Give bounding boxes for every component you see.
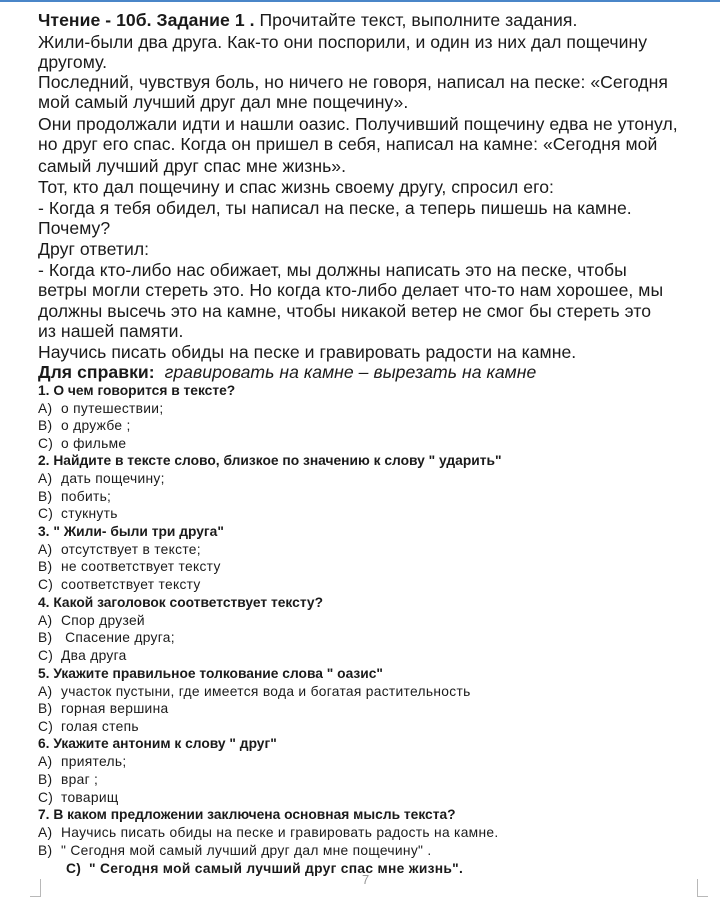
- text-line: Научись писать обиды на песке и гравировать радости на камне.: [38, 342, 577, 362]
- question-6-option-c: С) товарищ: [38, 790, 119, 805]
- text-line: Они продолжали идти и нашли оазис. Получивший пощечину едва не утонул,: [38, 114, 678, 134]
- question-3-option-b: В) не соответствует тексту: [38, 559, 221, 574]
- text-line: из нашей памяти.: [38, 321, 184, 341]
- crop-mark-right-horizontal: [698, 896, 708, 897]
- question-5-option-a: А) участок пустыни, где имеется вода и богатая растительность: [38, 684, 471, 699]
- text-line: должны высечь это на камне, чтобы никакой ветер не смог бы стереть это: [38, 301, 652, 321]
- text-line: Жили-были два друга. Как-то они поспорили, и один из них дал пощечину: [38, 32, 648, 52]
- question-7-option-b: В) " Сегодня мой самый лучший друг дал мне пощечину" .: [38, 843, 432, 858]
- text-line: другому.: [38, 52, 108, 72]
- question-3-option-a: А) отсутствует в тексте;: [38, 542, 201, 557]
- question-2-option-b: В) побить;: [38, 489, 112, 504]
- crop-mark-left-horizontal: [30, 896, 40, 897]
- text-line: Почему?: [38, 218, 111, 238]
- question-6-option-a: А) приятель;: [38, 754, 127, 769]
- text-line: мой самый лучший друг дал мне пощечину».: [38, 92, 409, 112]
- page-number: 7: [362, 872, 370, 887]
- top-divider: [0, 0, 720, 2]
- crop-mark-right: [697, 879, 698, 897]
- question-5-title: 5. Укажите правильное толкование слова " оазис": [38, 666, 383, 681]
- text-line: самый лучший друг спас мне жизнь».: [38, 156, 347, 176]
- task-instruction: Прочитайте текст, выполните задания.: [254, 10, 578, 30]
- task-header: [38, 10, 577, 30]
- question-4-option-a: А) Спор друзей: [38, 613, 145, 628]
- text-line: Тот, кто дал пощечину и спас жизнь своему другу, спросил его:: [38, 177, 554, 197]
- text-line: - Когда я тебя обидел, ты написал на песке, а теперь пишешь на камне.: [38, 198, 632, 218]
- question-3-option-c: С) соответствует тексту: [38, 577, 201, 592]
- question-1-option-b: В) о дружбе ;: [38, 418, 131, 433]
- reference-text: гравировать на камне – вырезать на камне: [164, 362, 537, 382]
- reference-label: Для справки:: [38, 362, 155, 382]
- reference-note: [38, 362, 536, 382]
- question-7-option-a: А) Научись писать обиды на песке и гравировать радость на камне.: [38, 825, 499, 840]
- crop-mark-left: [40, 879, 41, 897]
- question-1-title: 1. О чем говорится в тексте?: [38, 383, 236, 398]
- question-1-option-c: С) о фильме: [38, 436, 127, 451]
- text-line: ветры могли стереть это. Но когда кто-либо делает что-то нам хорошее, мы: [38, 280, 664, 300]
- question-3-title: 3. " Жили- были три друга": [38, 524, 224, 539]
- question-2-option-a: А) дать пощечину;: [38, 471, 165, 486]
- question-6-option-b: В) враг ;: [38, 772, 99, 787]
- text-line: - Когда кто-либо нас обижает, мы должны написать это на песке, чтобы: [38, 260, 627, 280]
- question-4-title: 4. Какой заголовок соответствует тексту?: [38, 595, 324, 610]
- question-4-option-b: В) Спасение друга;: [38, 630, 175, 645]
- question-7-title: 7. В каком предложении заключена основная мысль текста?: [38, 807, 456, 822]
- text-line: Друг ответил:: [38, 239, 150, 259]
- question-1-option-a: А) о путешествии;: [38, 401, 164, 416]
- question-2-title: 2. Найдите в тексте слово, близкое по значению к слову " ударить": [38, 453, 502, 468]
- task-title: Чтение - 10б. Задание 1 .: [38, 10, 255, 30]
- question-5-option-c: С) голая степь: [38, 719, 139, 734]
- question-4-option-c: С) Два друга: [38, 648, 127, 663]
- text-line: Последний, чувствуя боль, но ничего не говоря, написал на песке: «Сегодня: [38, 72, 668, 92]
- text-line: но друг его спас. Когда он пришел в себя, написал на камне: «Сегодня мой: [38, 134, 658, 154]
- question-5-option-b: В) горная вершина: [38, 701, 169, 716]
- question-7-option-c: С) " Сегодня мой самый лучший друг спас мне жизнь".: [66, 861, 464, 876]
- question-6-title: 6. Укажите антоним к слову " друг": [38, 736, 277, 751]
- question-2-option-c: С) стукнуть: [38, 506, 118, 521]
